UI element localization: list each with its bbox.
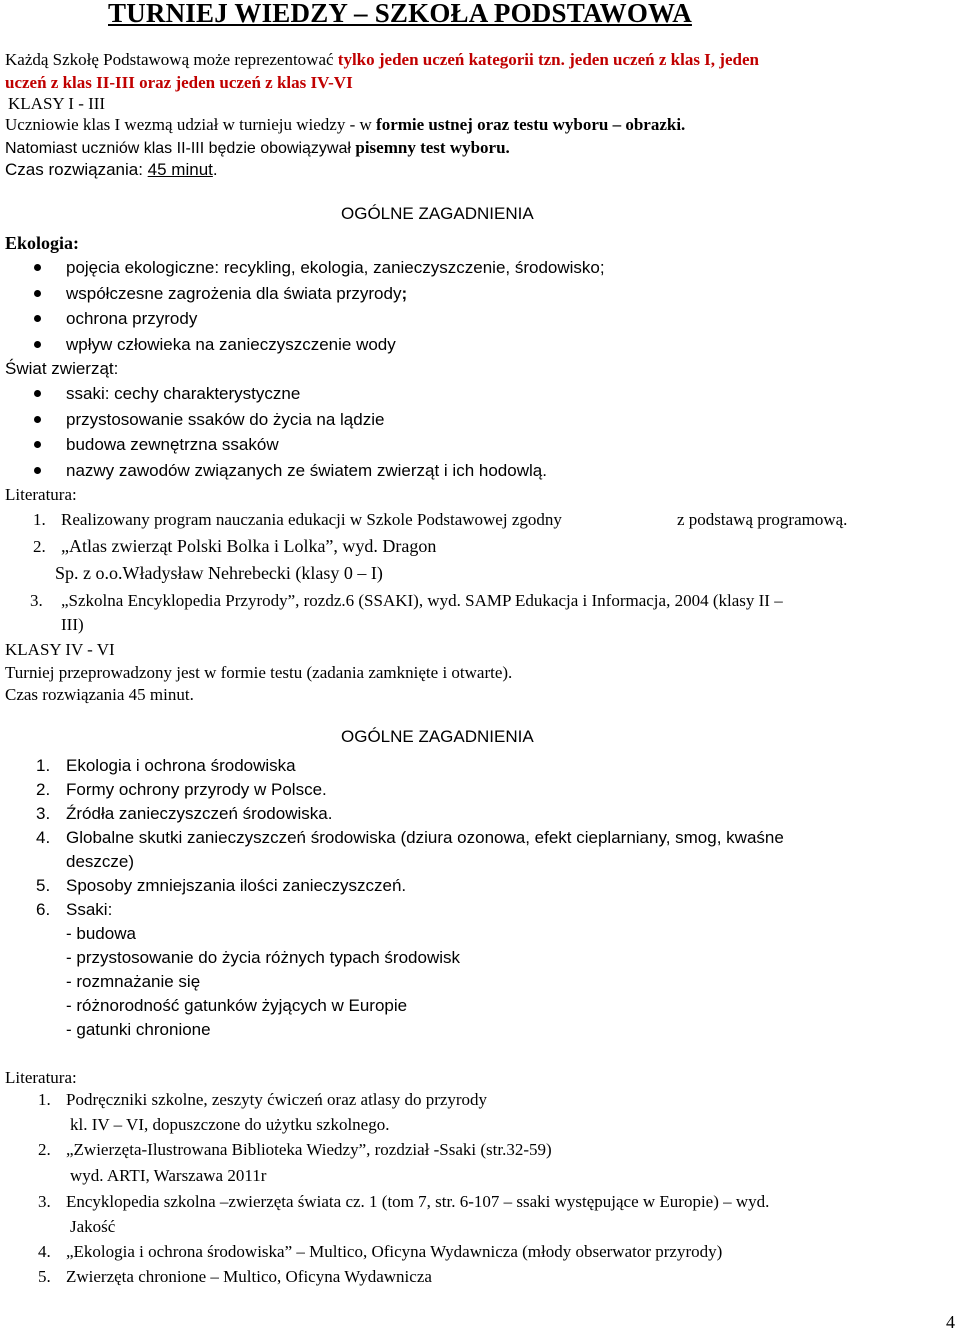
bullet-icon bbox=[34, 315, 41, 322]
lit-2-text-b: Sp. z o.o.Władysław Nehrebecki (klasy 0 – I) bbox=[55, 563, 383, 583]
klasy-1-3-line-1-b: formie ustnej oraz testu wyboru – obrazki. bbox=[376, 115, 686, 134]
literatura-heading-1: Literatura: bbox=[5, 485, 77, 504]
ekologia-item-2-semicolon: ; bbox=[401, 284, 408, 303]
lit2-3-text-cont: Jakość bbox=[70, 1217, 116, 1236]
ekologia-item-3: ochrona przyrody bbox=[66, 309, 198, 328]
intro-text-b: tylko jeden uczeń kategorii tzn. jeden uczeń z klas I, jeden bbox=[337, 50, 759, 69]
ssaki-item-1: - budowa bbox=[66, 924, 136, 943]
ekologia-heading: Ekologia: bbox=[5, 233, 80, 253]
lit2-2-number: 2. bbox=[38, 1140, 51, 1159]
time-label: Czas rozwiązania: bbox=[5, 160, 148, 179]
lit-1-number: 1. bbox=[33, 510, 46, 529]
intro-line-2: uczeń z klas II-III oraz jeden uczeń z klas IV-VI bbox=[5, 73, 353, 92]
klasy-1-3-line-1-a: Uczniowie klas I wezmą udział w turnieju wiedzy - w bbox=[5, 115, 377, 134]
intro-line-1 bbox=[5, 51, 759, 68]
zwierzeta-item-3: budowa zewnętrzna ssaków bbox=[66, 435, 279, 454]
lit-2-number: 2. bbox=[33, 537, 46, 556]
zwierzeta-item-2: przystosowanie ssaków do życia na lądzie bbox=[66, 410, 385, 429]
klasy-4-6-line-1: Turniej przeprowadzony jest w formie testu (zadania zamknięte i otwarte). bbox=[5, 663, 513, 682]
lit2-1-text: Podręczniki szkolne, zeszyty ćwiczeń oraz atlasy do przyrody bbox=[66, 1090, 488, 1109]
lit2-3-text: Encyklopedia szkolna –zwierzęta świata cz. 1 (tom 7, str. 6-107 – ssaki występujące w Europie) – wyd. bbox=[66, 1192, 770, 1211]
bullet-icon bbox=[34, 467, 41, 474]
time-dot: . bbox=[212, 160, 218, 179]
lit-3-number: 3. bbox=[30, 591, 43, 610]
lit2-3-number: 3. bbox=[38, 1192, 51, 1211]
intro-text-a: Każdą Szkołę Podstawową może reprezentować bbox=[5, 50, 338, 69]
literatura-heading-2: Literatura: bbox=[5, 1068, 77, 1087]
topics-heading-2: OGÓLNE ZAGADNIENIA bbox=[341, 727, 534, 746]
lit-1-text-b: z podstawą programową. bbox=[677, 510, 848, 529]
lit2-2-text-cont: wyd. ARTI, Warszawa 2011r bbox=[70, 1166, 267, 1185]
topic-4-number: 4. bbox=[36, 828, 51, 847]
lit-2-text-a: „Atlas zwierząt Polski Bolka i Lolka”, wyd. Dragon bbox=[61, 536, 437, 556]
ssaki-item-5: - gatunki chronione bbox=[66, 1020, 211, 1039]
lit2-1-text-cont: kl. IV – VI, dopuszczone do użytku szkolnego. bbox=[70, 1115, 390, 1134]
topic-6-text: Ssaki: bbox=[66, 900, 113, 919]
ssaki-item-4: - różnorodność gatunków żyjących w Europie bbox=[66, 996, 408, 1015]
lit2-5-number: 5. bbox=[38, 1267, 51, 1286]
zwierzeta-heading: Świat zwierząt: bbox=[5, 359, 119, 378]
topic-6-number: 6. bbox=[36, 900, 51, 919]
bullet-icon bbox=[34, 416, 41, 423]
topic-4-text-cont: deszcze) bbox=[66, 852, 135, 871]
topic-2-text: Formy ochrony przyrody w Polsce. bbox=[66, 780, 327, 799]
bullet-icon bbox=[34, 264, 41, 271]
lit-3-text-b: III) bbox=[61, 615, 84, 634]
zwierzeta-item-1: ssaki: cechy charakterystyczne bbox=[66, 384, 301, 403]
topic-5-text: Sposoby zmniejszania ilości zanieczyszczeń. bbox=[66, 876, 407, 895]
bullet-icon bbox=[34, 290, 41, 297]
page-number: 4 bbox=[946, 1312, 955, 1332]
time-value: 45 minut bbox=[147, 160, 213, 179]
section-heading-klasy-4-6: KLASY IV - VI bbox=[5, 640, 115, 659]
lit2-5-text: Zwierzęta chronione – Multico, Oficyna Wydawnicza bbox=[66, 1267, 432, 1286]
topics-heading-1: OGÓLNE ZAGADNIENIA bbox=[341, 204, 534, 223]
bullet-icon bbox=[34, 390, 41, 397]
topic-1-text: Ekologia i ochrona środowiska bbox=[66, 756, 296, 775]
bullet-icon bbox=[34, 441, 41, 448]
section-heading-klasy-1-3: KLASY I - III bbox=[8, 94, 106, 113]
klasy-1-3-line-2 bbox=[5, 139, 510, 157]
lit2-1-number: 1. bbox=[38, 1090, 51, 1109]
page-title: TURNIEJ WIEDZY – SZKOŁA PODSTAWOWA bbox=[108, 0, 692, 28]
topic-5-number: 5. bbox=[36, 876, 51, 895]
ekologia-item-2-text: współczesne zagrożenia dla świata przyrody bbox=[66, 284, 402, 303]
ekologia-item-4: wpływ człowieka na zanieczyszczenie wody bbox=[66, 335, 396, 354]
klasy-1-3-time bbox=[5, 161, 218, 178]
topic-3-number: 3. bbox=[36, 804, 51, 823]
lit2-4-text: „Ekologia i ochrona środowiska” – Multico, Oficyna Wydawnicza (młody obserwator przyrody) bbox=[66, 1242, 723, 1261]
ekologia-item-2 bbox=[66, 285, 407, 302]
ekologia-item-1: pojęcia ekologiczne: recykling, ekologia, zanieczyszczenie, środowisko; bbox=[66, 258, 605, 277]
klasy-1-3-line-2-b: pisemny test wyboru. bbox=[355, 138, 510, 157]
topic-2-number: 2. bbox=[36, 780, 51, 799]
zwierzeta-item-4: nazwy zawodów związanych ze światem zwierząt i ich hodowlą. bbox=[66, 461, 547, 480]
lit-3-text-a: „Szkolna Encyklopedia Przyrody”, rozdz.6 (SSAKI), wyd. SAMP Edukacja i Informacja, 2004 (klasy II – bbox=[61, 591, 783, 610]
klasy-1-3-line-2-a: Natomiast uczniów klas II-III będzie obowiązywał bbox=[5, 140, 356, 157]
ssaki-item-3: - rozmnażanie się bbox=[66, 972, 201, 991]
lit2-2-text: „Zwierzęta-Ilustrowana Biblioteka Wiedzy”, rozdział -Ssaki (str.32-59) bbox=[66, 1140, 552, 1159]
topic-3-text: Źródła zanieczyszczeń środowiska. bbox=[66, 804, 333, 823]
topic-4-text: Globalne skutki zanieczyszczeń środowiska (dziura ozonowa, efekt cieplarniany, smog, kwaśne bbox=[66, 828, 784, 847]
ssaki-item-2: - przystosowanie do życia różnych typach środowisk bbox=[66, 948, 460, 967]
klasy-1-3-line-1 bbox=[5, 116, 685, 133]
lit2-4-number: 4. bbox=[38, 1242, 51, 1261]
topic-1-number: 1. bbox=[36, 756, 51, 775]
klasy-4-6-time: Czas rozwiązania 45 minut. bbox=[5, 685, 194, 704]
bullet-icon bbox=[34, 341, 41, 348]
lit-1-text-a: Realizowany program nauczania edukacji w Szkole Podstawowej zgodny bbox=[61, 510, 562, 529]
